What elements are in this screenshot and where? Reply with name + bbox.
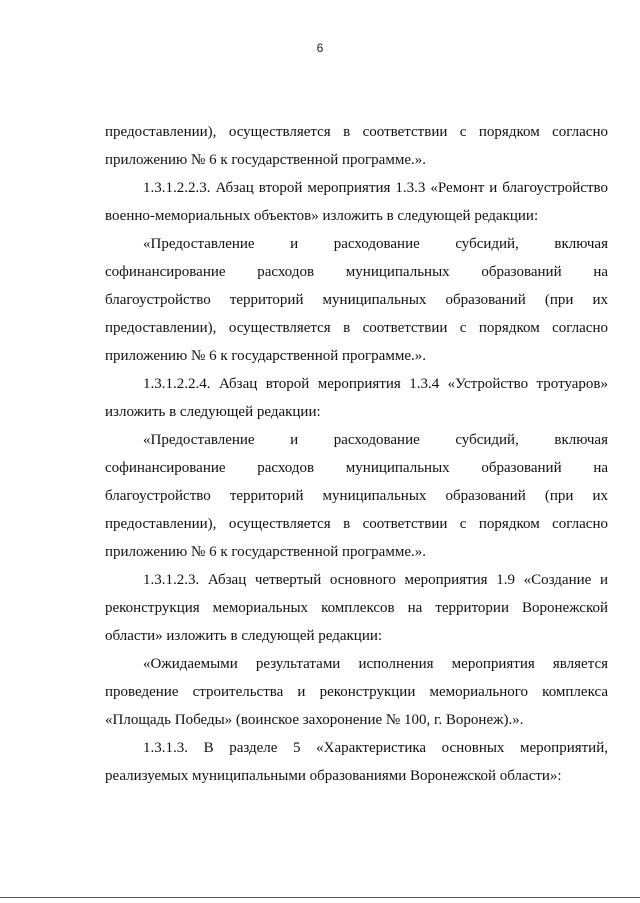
text-line: «Ожидаемыми результатами исполнения мероприятия является [143, 656, 608, 672]
text-line: приложению № 6 к государственной программе.». [105, 348, 426, 364]
text-line: предоставлении), осуществляется в соответствии с порядком согласно [105, 320, 608, 336]
text-line: предоставлении), осуществляется в соответствии с порядком согласно [105, 124, 608, 140]
text-line: 1.3.1.2.2.3. Абзац второй мероприятия 1.3.3 «Ремонт и благоустройство [143, 180, 608, 196]
text-line: 1.3.1.2.2.4. Абзац второй мероприятия 1.3.4 «Устройство тротуаров» [143, 376, 608, 392]
text-line: проведение строительства и реконструкции мемориального комплекса [105, 684, 608, 700]
text-line: софинансирование расходов муниципальных образований на [105, 264, 608, 280]
text-line: области» изложить в следующей редакции: [105, 628, 383, 644]
page-edge-line [0, 897, 640, 898]
text-line: изложить в следующей редакции: [105, 404, 321, 420]
text-line: «Площадь Победы» (воинское захоронение № 100, г. Воронеж).». [105, 712, 524, 728]
text-line: военно-мемориальных объектов» изложить в следующей редакции: [105, 208, 539, 224]
text-line: 1.3.1.3. В разделе 5 «Характеристика основных мероприятий, [143, 740, 608, 756]
text-line: благоустройство территорий муниципальных образований (при их [105, 292, 608, 308]
text-line: реализуемых муниципальными образованиями Воронежской области»: [105, 768, 562, 784]
page-number: 6 [316, 41, 324, 55]
text-line: приложению № 6 к государственной программе.». [105, 152, 426, 168]
text-line: приложению № 6 к государственной программе.». [105, 544, 426, 560]
text-line: 1.3.1.2.3. Абзац четвертый основного мероприятия 1.9 «Создание и [143, 572, 608, 588]
text-line: благоустройство территорий муниципальных образований (при их [105, 488, 608, 504]
text-line: реконструкция мемориальных комплексов на территории Воронежской [105, 600, 608, 616]
text-line: «Предоставление и расходование субсидий, включая [143, 432, 608, 448]
document-body [105, 118, 608, 790]
text-line: предоставлении), осуществляется в соответствии с порядком согласно [105, 516, 608, 532]
text-line: софинансирование расходов муниципальных образований на [105, 460, 608, 476]
text-line: «Предоставление и расходование субсидий, включая [143, 236, 608, 252]
